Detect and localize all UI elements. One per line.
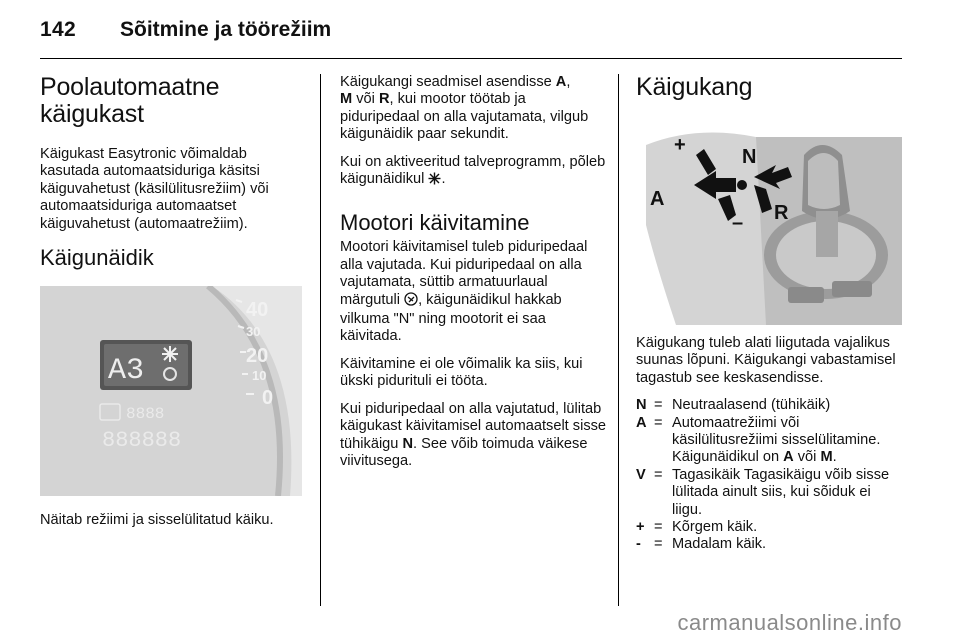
speed-tick-30: 30 (246, 324, 261, 340)
section-title-gear-lever: Käigukang (636, 73, 753, 101)
lever-label-plus: + (674, 134, 686, 156)
legend-text-a: Automaatrežiimi või käsilülitusrežiimi sisselülitamine. Käigunäidikul on A või M. (672, 414, 881, 466)
lever-usage-paragraph: Käigukang tuleb alati liigutada vajalikus suunas lõpuni. Käigukangi vabastamisel tagastub see keskasendisse. (636, 335, 896, 386)
lever-label-n: N (742, 146, 757, 168)
display-big-segments: 888888 (102, 428, 182, 454)
lever-label-a: A (650, 188, 665, 210)
gearbox-intro: Käigukast Easytronic võimaldab kasutada automaatsiduriga käsitsi käiguvahetust (käsilülitusrežiim) või automaatsiduriga automaatset käiguvahetust (automaatrežiim). (40, 146, 269, 232)
legend-key-plus: + (636, 519, 645, 536)
neutral-engage-paragraph: Kui piduripedaal on alla vajutatud, lülitab käigukast käivitamisel automaatselt sisse tühikäigu N. See võib toimuda väikese viivitusega. (340, 400, 607, 469)
section-title-gearbox: Poolautomaatne käigukast (40, 73, 220, 128)
column-divider-2 (618, 74, 619, 606)
chapter-title: Sõitmine ja töörežiim (120, 18, 332, 41)
section-heading-engine-start: Mootori käivitamine (340, 210, 530, 236)
engine-start-paragraph: Mootori käivitamisel tuleb piduripedaal alla vajutada. Kui piduripedaal on alla vajutamata, süttib armatuurlaual märgutuli , käigunäidikul hakkab vilkuma "N" ning mootorit ei saa käivitada. (340, 239, 588, 345)
legend-text-n: Neutraalasend (tühikäik) (672, 397, 831, 414)
gear-display-caption: Näitab režiimi ja sisselülitatud käiku. (40, 512, 274, 529)
display-small-segments: 8888 (126, 405, 165, 424)
legend-key-n: N (636, 397, 647, 414)
speed-tick-0: 0 (262, 387, 274, 410)
gear-readout: A3 (108, 354, 145, 389)
brake-light-paragraph: Käivitamine ei ole võimalik ka siis, kui ükski pidurituli ei tööta. (340, 355, 583, 390)
column-divider-1 (320, 74, 321, 606)
watermark: carmanualsonline.info (677, 610, 902, 635)
page-number: 142 (40, 18, 76, 41)
brake-pedal-warning-icon (404, 292, 418, 311)
lever-label-r: R (774, 202, 789, 224)
winter-program-paragraph: Kui on aktiveeritud talveprogramm, põleb käigunäidikul . (340, 154, 608, 191)
speed-tick-10: 10 (252, 368, 267, 384)
legend-key-a: A (636, 414, 647, 431)
snowflake-icon (428, 172, 441, 190)
lever-label-minus: – (732, 212, 744, 234)
column-2 (340, 74, 608, 480)
header-rule (40, 58, 902, 59)
column-3 (636, 74, 902, 554)
gear-lever-illustration (636, 115, 902, 325)
lever-position-legend: N = Neutraalasend (tühikäik) A = Automaatrežiimi või käsilülitusrežiimi sisselülitamine. Käigunäidikul on A või M. V = Tagasikäik Tagasikäigu võib sisse lülitada ainult siis, kui sõiduk ei liigu. + = Kõrgem käik. - = Madalam käik. (636, 397, 902, 554)
legend-text-v: Tagasikäik Tagasikäigu võib sisse lülitada ainult siis, kui sõiduk ei liigu. (672, 466, 890, 518)
legend-text-minus: Madalam käik. (672, 536, 767, 553)
speed-tick-40: 40 (246, 299, 269, 322)
gear-display-illustration (40, 286, 302, 496)
legend-text-plus: Kõrgem käik. (672, 519, 758, 536)
legend-key-minus: - (636, 536, 641, 553)
lever-blink-paragraph: Käigukangi seadmisel asendisse A, M või R, kui mootor töötab ja piduripedaal on alla vajutamata, vilgub käigunäidik paar sekundit. (340, 74, 589, 143)
section-heading-gear-display: Käigunäidik (40, 245, 154, 271)
speed-tick-20: 20 (246, 345, 269, 368)
legend-key-v: V (636, 466, 646, 483)
snowflake-icon (162, 346, 178, 362)
column-1 (40, 74, 302, 539)
